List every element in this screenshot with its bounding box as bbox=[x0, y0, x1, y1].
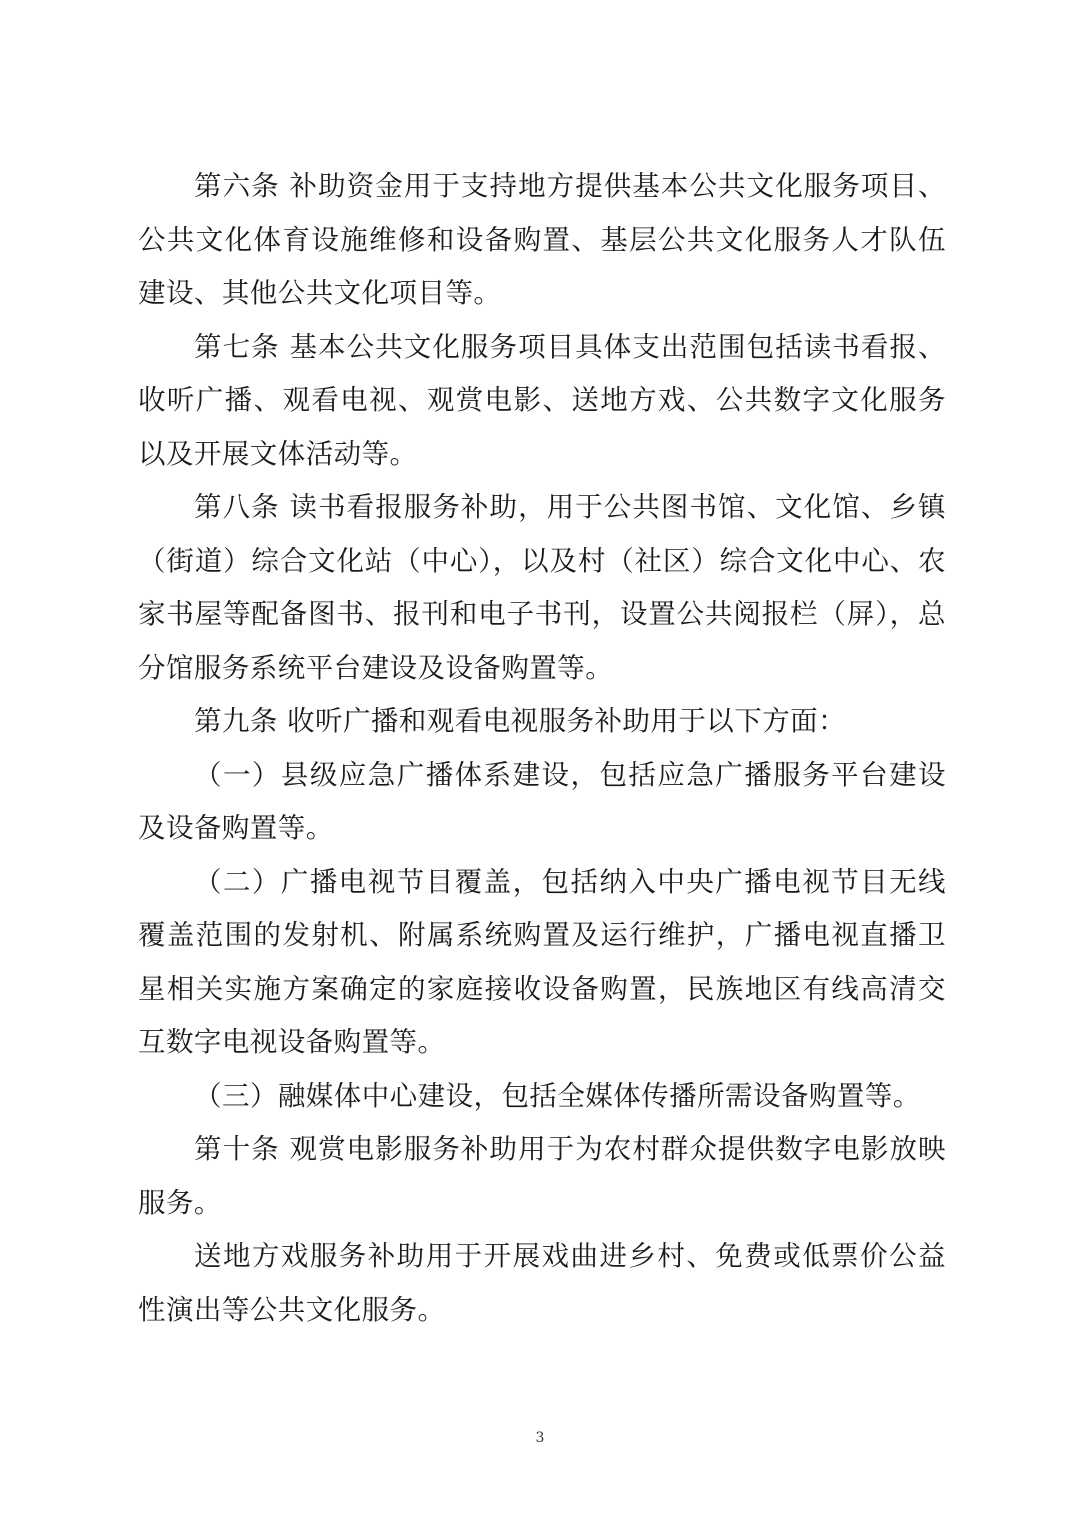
article-7-paragraph: 第七条 基本公共文化服务项目具体支出范围包括读书看报、收听广播、观看电视、观赏电影、送地方戏、公共数字文化服务以及开展文体活动等。 bbox=[138, 330, 946, 470]
article-9-item-3-paragraph: （三）融媒体中心建设，包括全媒体传播所需设备购置等。 bbox=[194, 1079, 921, 1112]
local-opera-paragraph: 送地方戏服务补助用于开展戏曲进乡村、免费或低票价公益性演出等公共文化服务。 bbox=[138, 1240, 946, 1326]
article-10-paragraph: 第十条 观赏电影服务补助用于为农村群众提供数字电影放映服务。 bbox=[138, 1133, 946, 1219]
article-6-paragraph: 第六条 补助资金用于支持地方提供基本公共文化服务项目、公共文化体育设施维修和设备购置、基层公共文化服务人才队伍建设、其他公共文化项目等。 bbox=[138, 170, 946, 309]
page-number: 3 bbox=[535, 1430, 545, 1446]
article-9-item-2-paragraph: （二）广播电视节目覆盖，包括纳入中央广播电视节目无线覆盖范围的发射机、附属系统购置及运行维护，广播电视直播卫星相关实施方案确定的家庭接收设备购置，民族地区有线高清交互数字电视设备购置等。 bbox=[138, 865, 946, 1058]
document-body bbox=[138, 160, 946, 1337]
article-8-paragraph: 第八条 读书看报服务补助，用于公共图书馆、文化馆、乡镇（街道）综合文化站（中心），以及村（社区）综合文化中心、农家书屋等配备图书、报刊和电子书刊，设置公共阅报栏（屏），总分馆服务系统平台建设及设备购置等。 bbox=[138, 491, 946, 684]
article-9-item-1-paragraph: （一）县级应急广播体系建设，包括应急广播服务平台建设及设备购置等。 bbox=[138, 758, 946, 844]
article-9-paragraph: 第九条 收听广播和观看电视服务补助用于以下方面： bbox=[194, 705, 847, 737]
